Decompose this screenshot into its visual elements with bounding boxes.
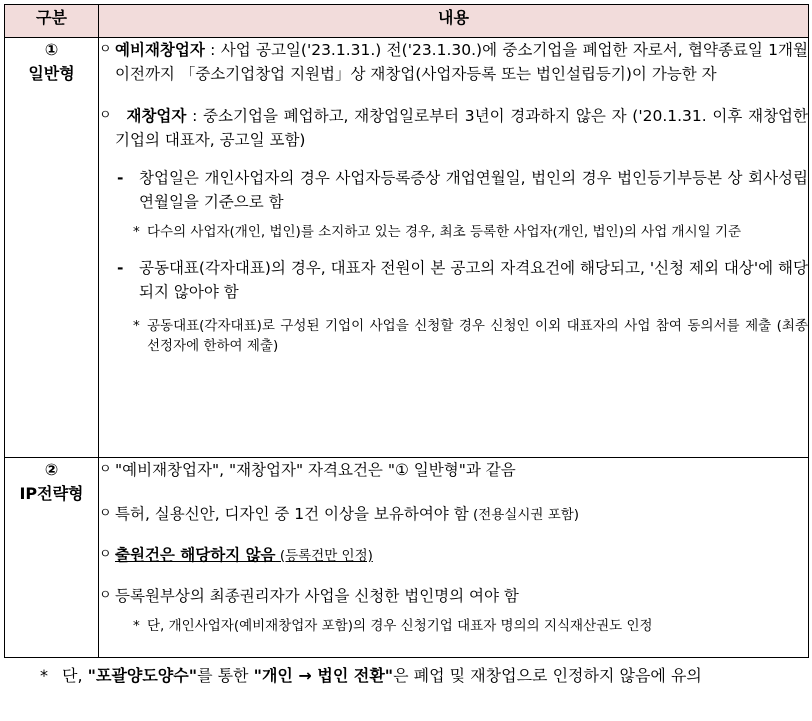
asterisk-icon: * (133, 318, 140, 334)
footer-text-1: 단, (62, 666, 88, 685)
ip-individual-text: 단, 개인사업자(예비재창업자 포함)의 경우 신청기업 대표자 명의의 지식재산권도 인정 (147, 618, 653, 634)
dash-bullet-icon: - (117, 169, 124, 187)
circle-bullet-icon: ㅇ (99, 588, 112, 603)
general-type-name: 일반형 (28, 64, 75, 83)
ip-type-row (5, 458, 809, 658)
footer-text-3: 은 폐업 및 재창업으로 인정하지 않음에 유의 (393, 666, 702, 685)
general-type-cell (5, 38, 99, 458)
dash-startup-date (99, 166, 808, 214)
joint-consent-text: 공동대표(각자대표)로 구성된 기업이 사업을 신청할 경우 신청인 이외 대표자의 사업 참여 동의서를 제출 (최종 선정자에 한하여 제출) (147, 318, 808, 354)
footer-asterisk: * (40, 666, 48, 685)
ip-type-cell (5, 458, 99, 658)
header-category: 구분 (5, 5, 99, 38)
ip-type-number: ② (44, 460, 59, 479)
bullet-ip-hold (99, 502, 808, 527)
multiple-business-text: 다수의 사업자(개인, 법인)를 소지하고 있는 경우, 최초 등록한 사업자(개인, 법인)의 사업 개시일 기준 (147, 224, 742, 240)
footer-note (40, 662, 800, 690)
ip-application-text: 출원건은 해당하지 않음 (115, 546, 276, 564)
note-multiple-business (99, 222, 808, 242)
ip-same-text: "예비재창업자", "재창업자" 자격요건은 "① 일반형"과 같음 (115, 461, 516, 479)
pre-restart-text: : 사업 공고일('23.1.31.) 전('23.1.30.)에 중소기업을 폐업한 자로서, 협약종료일 1개월 이전까지 「중소기업창업 지원법」상 재창업(사업자등록 또는 법인설립등기)이 가능한 자 (115, 41, 808, 83)
asterisk-icon: * (133, 224, 140, 240)
ip-hold-text: 특허, 실용신안, 디자인 중 1건 이상을 보유하여야 함 (115, 505, 469, 523)
circle-bullet-icon: ㅇ (99, 547, 112, 562)
circle-bullet-icon: ㅇ (99, 506, 112, 521)
restart-text: : 중소기업을 폐업하고, 재창업일로부터 3년이 경과하지 않은 자 ('20.1.31. 이후 재창업한 기업의 대표자, 공고일 포함) (115, 107, 808, 149)
general-type-row (5, 38, 809, 458)
footer-bold-2: "개인 → 법인 전환" (253, 666, 394, 685)
restart-label: 재창업자 (126, 107, 187, 125)
footer-bold-1: "포괄양도양수" (87, 666, 198, 685)
dash-joint-rep (99, 256, 808, 304)
footer-text-2: 를 통한 (197, 666, 254, 685)
bullet-ip-application (99, 543, 808, 568)
dash-bullet-icon: - (117, 259, 124, 277)
circle-bullet-icon: ㅇ (99, 42, 112, 57)
bullet-pre-restart (99, 38, 808, 86)
bullet-ip-same (99, 458, 808, 482)
pre-restart-label: 예비재창업자 (115, 41, 205, 59)
note-joint-consent (99, 316, 808, 356)
note-ip-individual (99, 616, 808, 636)
circle-bullet-icon: ㅇ (99, 462, 112, 477)
ip-type-content (99, 458, 809, 658)
joint-rep-text: 공동대표(각자대표)의 경우, 대표자 전원이 본 공고의 자격요건에 해당되고, '신청 제외 대상'에 해당되지 않아야 함 (139, 259, 808, 301)
ip-hold-sub: (전용실시권 포함) (468, 507, 580, 523)
asterisk-icon: * (133, 618, 140, 634)
ip-owner-text: 등록원부상의 최종권리자가 사업을 신청한 법인명의 여야 함 (115, 587, 519, 605)
circle-bullet-icon: ㅇ (99, 108, 112, 123)
general-type-content (99, 38, 809, 458)
bullet-ip-owner (99, 584, 808, 608)
ip-application-sub: (등록건만 인정) (275, 548, 373, 564)
bullet-restart (99, 104, 808, 152)
eligibility-table (4, 4, 809, 658)
header-content: 내용 (99, 5, 809, 38)
startup-date-text: 창업일은 개인사업자의 경우 사업자등록증상 개업연월일, 법인의 경우 법인등기부등본 상 회사성립연월일을 기준으로 함 (139, 169, 808, 211)
table-header-row (5, 5, 809, 38)
ip-type-name: IP전략형 (19, 484, 84, 503)
general-type-number: ① (44, 40, 59, 59)
